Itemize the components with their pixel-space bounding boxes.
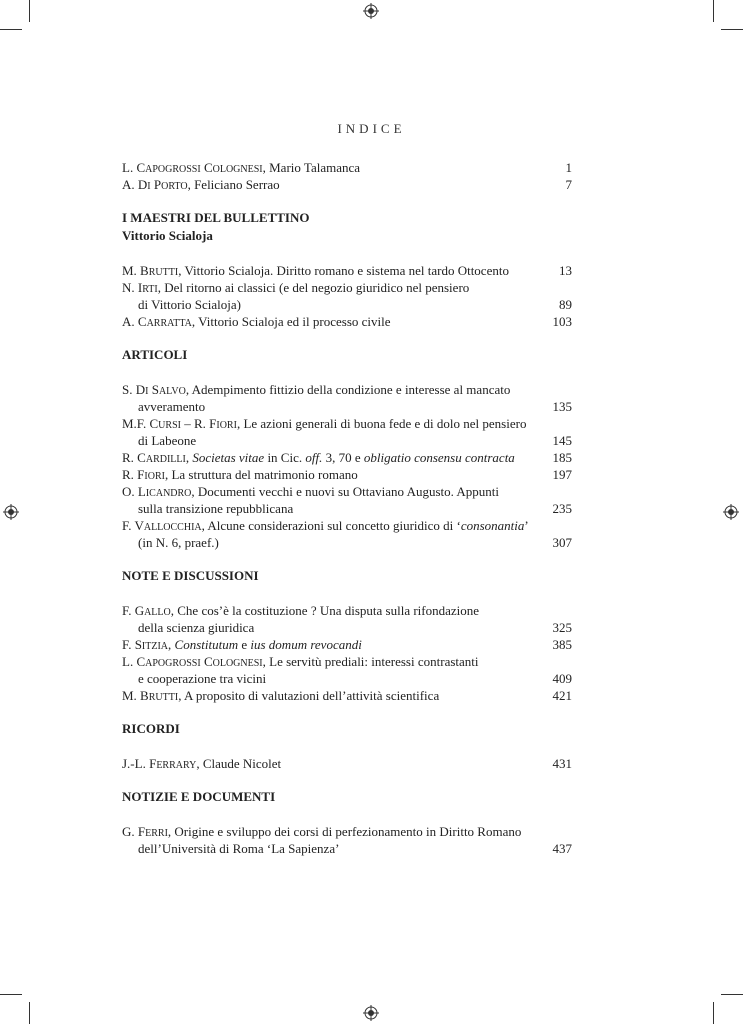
toc-entry: N. IRTI, Del ritorno ai classici (e del negozio giuridico nel pensiero bbox=[122, 280, 470, 295]
toc-entry: M. BRUTTI, Vittorio Scialoja. Diritto romano e sistema nel tardo Ottocento 13 bbox=[122, 263, 572, 278]
registration-mark-icon bbox=[363, 1005, 379, 1021]
crop-mark bbox=[29, 0, 30, 22]
page-number: 145 bbox=[552, 433, 572, 448]
page-number: 135 bbox=[552, 399, 572, 414]
page-number: 421 bbox=[552, 688, 572, 703]
toc-entry-continuation: della scienza giuridica 325 bbox=[138, 620, 572, 635]
toc-entry: M. BRUTTI, A proposito di valutazioni dell’attività scientifica 421 bbox=[122, 688, 572, 703]
section-heading: I MAESTRI DEL BULLETTINO bbox=[122, 210, 310, 225]
registration-mark-icon bbox=[3, 504, 19, 520]
toc-entry-continuation: e cooperazione tra vicini 409 bbox=[138, 671, 572, 686]
registration-mark-icon bbox=[363, 3, 379, 19]
crop-mark bbox=[29, 1002, 30, 1024]
page-number: 235 bbox=[552, 501, 572, 516]
toc-entry: F. SITZIA, Constitutum e ius domum revocandi 385 bbox=[122, 637, 572, 652]
page-number: 1 bbox=[565, 160, 572, 175]
page-number: 197 bbox=[552, 467, 572, 482]
page-number: 307 bbox=[552, 535, 572, 550]
page-title: INDICE bbox=[337, 121, 406, 136]
page-number: 431 bbox=[552, 756, 572, 771]
toc-entry: L. CAPOGROSSI COLOGNESI, Mario Talamanca 1 bbox=[122, 160, 572, 175]
toc-entry: O. LICANDRO, Documenti vecchi e nuovi su Ottaviano Augusto. Appunti bbox=[122, 484, 500, 499]
page-number: 385 bbox=[552, 637, 572, 652]
section-heading: RICORDI bbox=[122, 721, 180, 736]
toc-entry: A. CARRATTA, Vittorio Scialoja ed il processo civile 103 bbox=[122, 314, 572, 329]
toc-entry-continuation: avveramento 135 bbox=[138, 399, 572, 414]
toc-entry: F. VALLOCCHIA, Alcune considerazioni sul concetto giuridico di ‘consonantia’ bbox=[122, 518, 529, 533]
toc-entry: M.F. CURSI – R. FIORI, Le azioni generali di buona fede e di dolo nel pensiero bbox=[122, 416, 527, 431]
page-number: 13 bbox=[559, 263, 572, 278]
section-subheading: Vittorio Scialoja bbox=[122, 228, 213, 243]
toc-entry-continuation: sulla transizione repubblicana 235 bbox=[138, 501, 572, 516]
table-of-contents bbox=[122, 159, 572, 857]
toc-entry: A. DI PORTO, Feliciano Serrao 7 bbox=[122, 177, 572, 192]
toc-entry-continuation: dell’Università di Roma ‘La Sapienza’ 437 bbox=[138, 841, 572, 856]
toc-entry: F. GALLO, Che cos’è la costituzione ? Una disputa sulla rifondazione bbox=[122, 603, 480, 618]
crop-mark bbox=[0, 29, 22, 30]
crop-mark bbox=[721, 994, 743, 995]
section-heading: NOTIZIE E DOCUMENTI bbox=[122, 789, 276, 804]
toc-entry: G. FERRI, Origine e sviluppo dei corsi di perfezionamento in Diritto Romano bbox=[122, 824, 522, 839]
toc-entry: S. DI SALVO, Adempimento fittizio della condizione e interesse al mancato bbox=[122, 382, 511, 397]
toc-entry-continuation: di Labeone 145 bbox=[138, 433, 572, 448]
crop-mark bbox=[0, 994, 22, 995]
toc-entry: J.-L. FERRARY, Claude Nicolet 431 bbox=[122, 756, 572, 771]
toc-entry-continuation: (in N. 6, praef.) 307 bbox=[138, 535, 572, 550]
registration-mark-icon bbox=[723, 504, 739, 520]
crop-mark bbox=[713, 1002, 714, 1024]
page-number: 185 bbox=[552, 450, 572, 465]
section-heading: ARTICOLI bbox=[122, 347, 188, 362]
page-number: 7 bbox=[565, 177, 572, 192]
page-number: 409 bbox=[552, 671, 572, 686]
section-heading: NOTE E DISCUSSIONI bbox=[122, 568, 259, 583]
toc-entry: R. CARDILLI, Societas vitae in Cic. off. 3, 70 e obligatio consensu contracta 185 bbox=[122, 450, 572, 465]
page-number: 325 bbox=[552, 620, 572, 635]
page-number: 103 bbox=[552, 314, 572, 329]
page-number: 89 bbox=[559, 297, 572, 312]
crop-mark bbox=[721, 29, 743, 30]
toc-entry: L. CAPOGROSSI COLOGNESI, Le servitù prediali: interessi contrastanti bbox=[122, 654, 479, 669]
toc-entry: R. FIORI, La struttura del matrimonio romano 197 bbox=[122, 467, 572, 482]
crop-mark bbox=[713, 0, 714, 22]
toc-entry-continuation: di Vittorio Scialoja) 89 bbox=[138, 297, 572, 312]
page-number: 437 bbox=[552, 841, 572, 856]
